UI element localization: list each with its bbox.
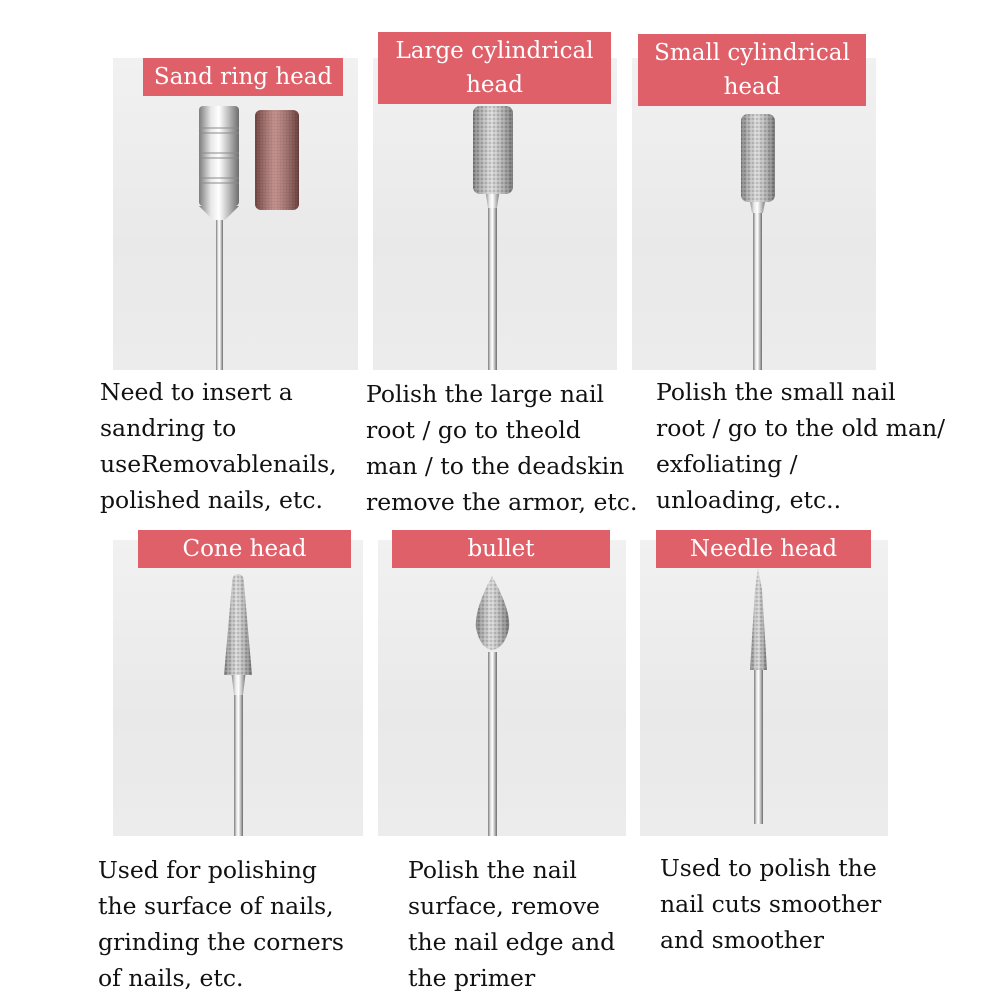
label-sand-ring-head: Sand ring head [143,58,343,96]
product-panel-cone [113,540,363,836]
description-small-cylindrical-head: Polish the small nail root / go to the old man/ exfoliating / unloading, etc.. [656,378,946,514]
description-bullet: Polish the nail surface, remove the nail edge and the primer [408,856,616,992]
label-large-cylindrical-head: Large cylindrical head [378,32,611,104]
label-needle-head: Needle head [656,530,871,568]
sanding-mandrel-icon [113,58,358,370]
product-panel-sand-ring [113,58,358,370]
description-sand-ring-head: Need to insert a sandring to useRemovablenails, polished nails, etc. [100,378,337,514]
product-panel-needle [640,540,888,836]
needle-bit-icon [640,540,888,836]
product-panel-bullet [378,540,626,836]
description-large-cylindrical-head: Polish the large nail root / go to theold man / to the deadskin remove the armor, etc. [366,380,638,516]
product-panel-large-cylinder [373,58,617,370]
label-bullet: bullet [392,530,610,568]
description-cone-head: Used for polishing the surface of nails, grinding the corners of nails, etc. [98,856,344,992]
description-needle-head: Used to polish the nail cuts smoother and smoother [660,854,882,954]
label-cone-head: Cone head [138,530,351,568]
label-small-cylindrical-head: Small cylindrical head [638,34,866,106]
bullet-bit-icon [378,540,626,836]
cone-bit-icon [113,540,363,836]
large-cylinder-bit-icon [373,58,617,370]
